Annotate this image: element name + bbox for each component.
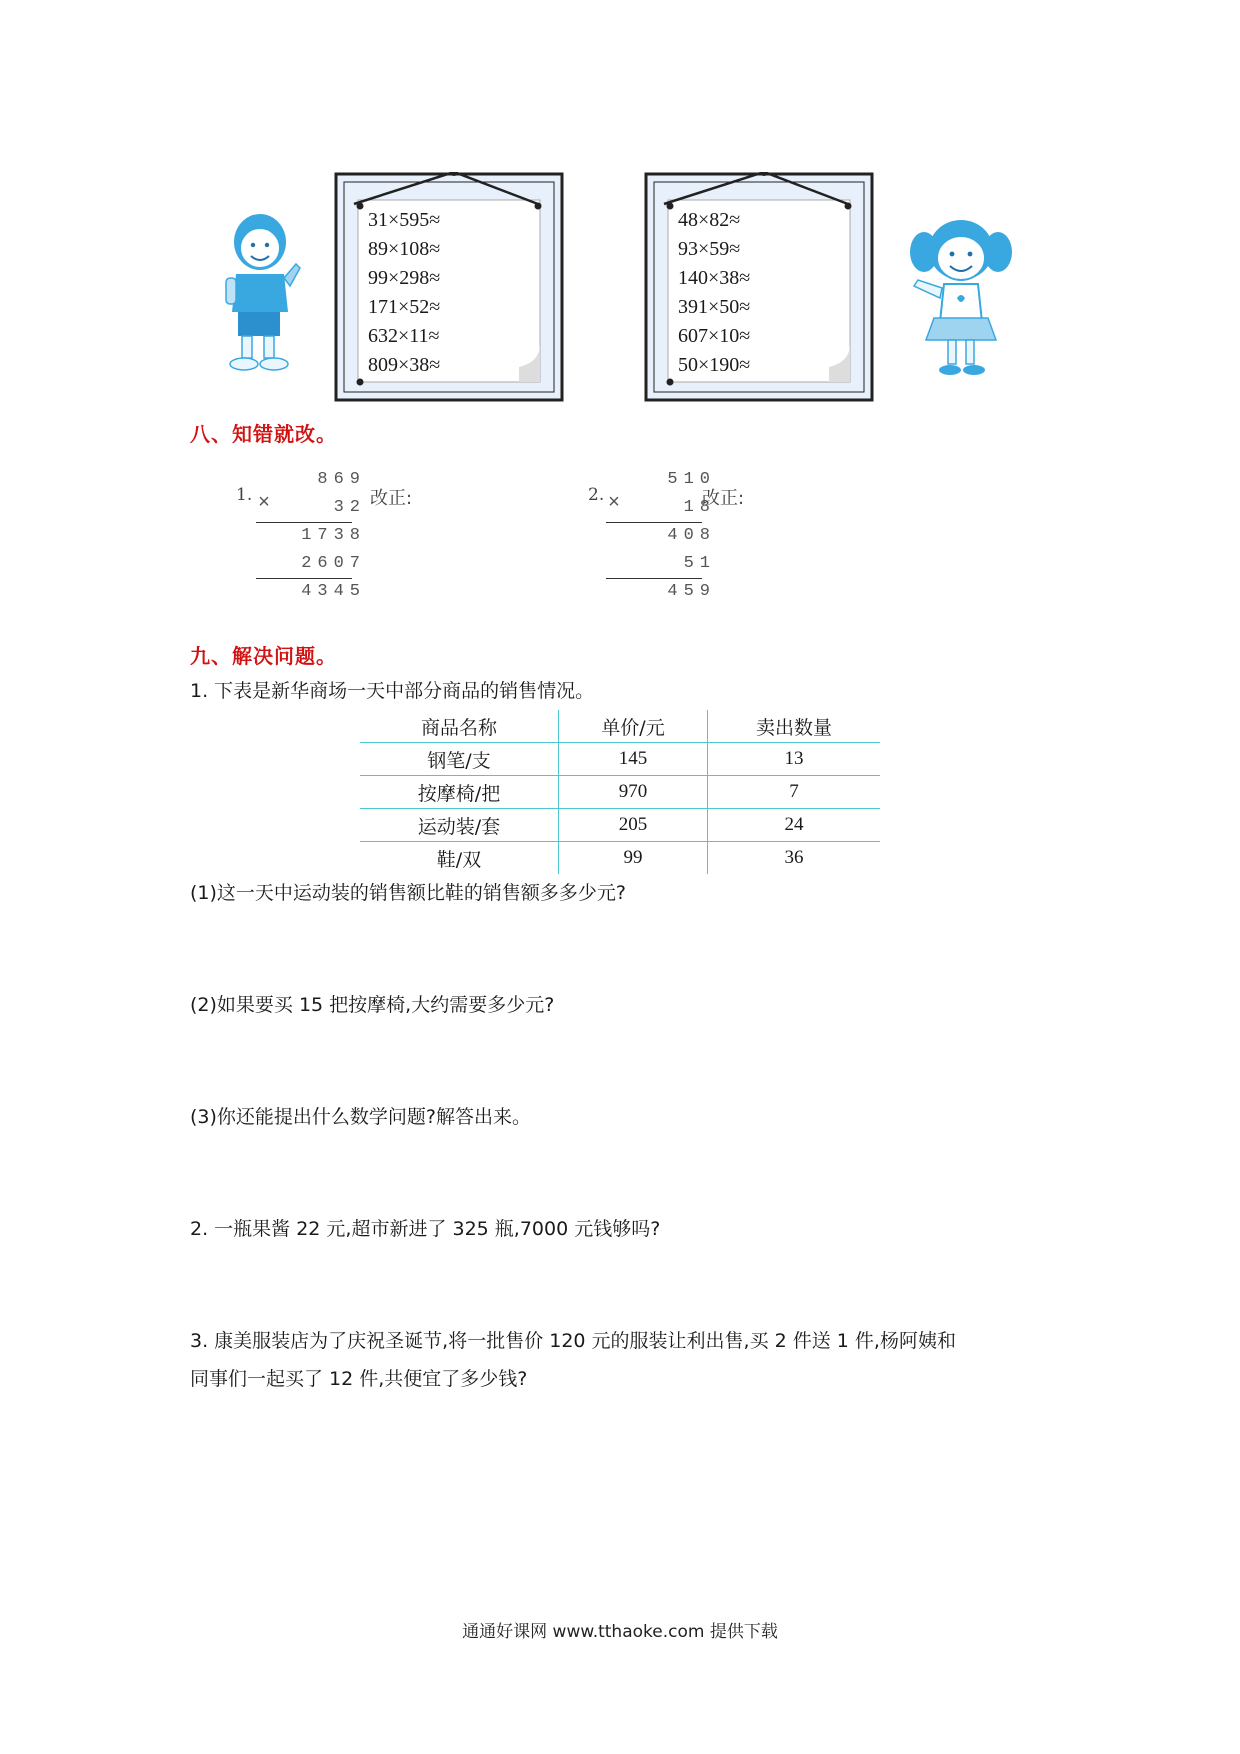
question-3-line-1: 3. 康美服装店为了庆祝圣诞节,将一批售价 120 元的服装让利出售,买 2 件送 1 件,杨阿姨和	[190, 1330, 956, 1352]
table-cell: 145	[559, 743, 708, 776]
question-1-intro: 1. 下表是新华商场一天中部分商品的销售情况。	[190, 680, 595, 702]
product: 459	[667, 582, 716, 601]
question-1-part-3: (3)你还能提出什么数学问题?解答出来。	[190, 1106, 531, 1128]
rule-line	[256, 578, 352, 579]
times-sign: ×	[608, 492, 621, 515]
table-cell: 205	[559, 809, 708, 842]
expression: 632×11≈	[368, 325, 440, 347]
table-cell: 24	[784, 814, 804, 835]
board-right	[644, 172, 874, 402]
expression-list	[368, 206, 548, 380]
partial-product: 1738	[301, 526, 366, 545]
table-cell: 钢笔/支	[360, 743, 559, 776]
multiplicand: 510	[667, 470, 716, 489]
footer-credit: 通通好课网 www.tthaoke.com 提供下载	[462, 1622, 778, 1642]
table-row	[360, 743, 880, 776]
expression: 93×59≈	[678, 238, 741, 260]
rule-line	[256, 522, 352, 523]
problem-number: 2.	[588, 485, 605, 505]
girl-illustration	[904, 214, 1016, 380]
expression: 31×595≈	[368, 209, 441, 231]
question-3-line-2: 同事们一起买了 12 件,共便宜了多少钱?	[190, 1368, 528, 1390]
expression: 50×190≈	[678, 354, 751, 376]
expression: 140×38≈	[678, 267, 751, 289]
expression: 89×108≈	[368, 238, 441, 260]
vertical-multiplication-1	[256, 466, 366, 606]
multiplier: 18	[683, 498, 716, 517]
partial-product: 51	[683, 554, 716, 573]
sales-table	[360, 710, 880, 874]
boy-illustration	[222, 212, 302, 377]
table-cell: 运动装/套	[360, 809, 559, 842]
correction-label: 改正:	[702, 488, 745, 509]
table-cell: 99	[559, 842, 708, 875]
partial-product: 408	[667, 526, 716, 545]
expression: 171×52≈	[368, 296, 441, 318]
expression: 809×38≈	[368, 354, 441, 376]
partial-product: 2607	[301, 554, 366, 573]
table-cell: 7	[789, 781, 799, 802]
problem-number: 1.	[236, 485, 253, 505]
table-row	[360, 842, 880, 875]
section-9-title: 九、解决问题。	[190, 644, 337, 668]
rule-line	[606, 522, 702, 523]
board-left	[334, 172, 564, 402]
table-row	[360, 809, 880, 842]
multiplicand: 869	[317, 470, 366, 489]
table-cell: 13	[784, 748, 804, 769]
table-cell: 36	[784, 847, 804, 868]
question-1-part-2: (2)如果要买 15 把按摩椅,大约需要多少元?	[190, 994, 555, 1016]
expression: 99×298≈	[368, 267, 441, 289]
table-cell: 970	[559, 776, 708, 809]
table-cell: 鞋/双	[360, 842, 559, 875]
table-header-row	[360, 710, 880, 743]
column-header: 商品名称	[360, 710, 559, 743]
rule-line	[606, 578, 702, 579]
expression: 48×82≈	[678, 209, 741, 231]
column-header: 卖出数量	[755, 716, 832, 739]
section-8-title: 八、知错就改。	[190, 422, 337, 446]
vertical-multiplication-2	[606, 466, 716, 606]
product: 4345	[301, 582, 366, 601]
question-1-part-1: (1)这一天中运动装的销售额比鞋的销售额多多少元?	[190, 882, 626, 904]
expression-list	[678, 206, 858, 380]
expression: 391×50≈	[678, 296, 751, 318]
expression: 607×10≈	[678, 325, 751, 347]
question-2: 2. 一瓶果酱 22 元,超市新进了 325 瓶,7000 元钱够吗?	[190, 1218, 661, 1240]
multiplier: 32	[333, 498, 366, 517]
table-row	[360, 776, 880, 809]
times-sign: ×	[258, 492, 271, 515]
correction-label: 改正:	[370, 488, 413, 509]
column-header: 单价/元	[559, 710, 708, 743]
table-cell: 按摩椅/把	[360, 776, 559, 809]
